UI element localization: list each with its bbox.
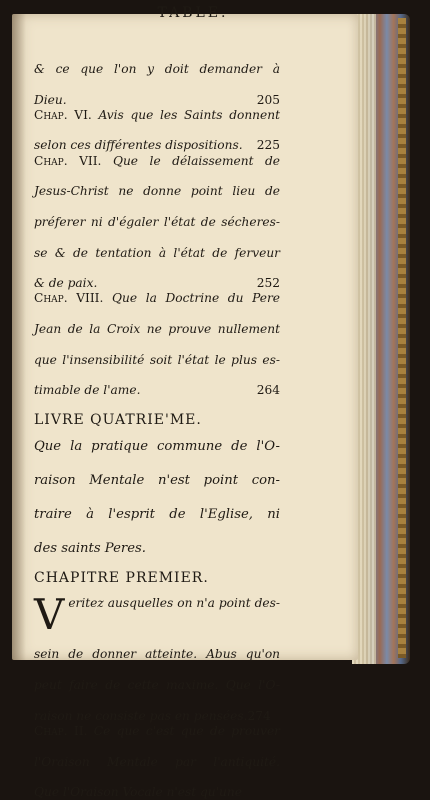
- toc-entry: [34, 724, 280, 800]
- toc-page-number: 252: [256, 276, 280, 291]
- toc-entry: [34, 154, 280, 292]
- intro-line: traire à l'esprit de l'Eglise, ni: [34, 506, 280, 522]
- toc-line: l'Oraison Mentale par l'antiquité.: [34, 754, 280, 769]
- toc-entry: [34, 108, 280, 154]
- toc-line-text: Que le délaissement de: [112, 153, 281, 168]
- chapter-one-summary: [34, 590, 280, 724]
- toc-page-number: 274: [247, 708, 271, 723]
- toc-line: & ce que l'on y doit demander à: [34, 62, 280, 76]
- running-head: TABLE.: [157, 5, 229, 21]
- toc-line-text: Avis que les Saints donnent: [98, 107, 280, 122]
- intro-line: raison Mentale n'est point con-: [34, 472, 280, 488]
- toc-line-text: selon ces différentes dispositions.: [34, 138, 243, 153]
- chapter-label: Chap. VI.: [34, 107, 92, 122]
- gutter-shadow: [12, 14, 26, 660]
- toc-line: Jesus-Christ ne donne point lieu de: [34, 184, 280, 199]
- toc-page-number: 225: [256, 138, 280, 153]
- toc-line: [34, 154, 280, 185]
- toc-line: [34, 383, 280, 398]
- toc-line: se & de tentation à l'état de ferveur: [34, 245, 280, 260]
- toc-line: [34, 724, 280, 755]
- summary-line: [34, 709, 280, 724]
- summary-line-text: raison ne consiste pas en pensées.: [34, 708, 248, 723]
- toc-line-text: Que la Doctrine du Pere: [112, 291, 281, 306]
- toc-line: [34, 108, 280, 139]
- toc-line: [34, 276, 280, 291]
- chapter-label: Chap. VII.: [34, 153, 102, 168]
- summary-line: sein de donner atteinte. Abus qu'on: [34, 647, 280, 662]
- toc-line: Jean de la Croix ne prouve nullement: [34, 322, 280, 337]
- chapter-heading: CHAPITRE PREMIER.: [34, 569, 209, 586]
- toc-line-text: Ce que c'est que de prouver: [93, 723, 280, 738]
- summary-line: peut faire de cette maxime. Que l'O-: [34, 678, 280, 693]
- toc-line-text: timable de l'ame.: [34, 383, 141, 398]
- toc-line-text: & de paix.: [34, 276, 98, 291]
- chapter-label: Chap. VIII.: [34, 291, 104, 306]
- gilt-edge: [398, 18, 406, 658]
- toc-line-text: Dieu.: [34, 92, 67, 107]
- toc-page-number: 264: [256, 383, 280, 398]
- book-heading: LIVRE QUATRIE'ME.: [34, 411, 202, 428]
- toc-line: préferer ni d'égaler l'état de sécheres-: [34, 214, 280, 229]
- toc-entry: [34, 62, 280, 108]
- toc-line: [34, 138, 280, 153]
- toc-line: que l'insensibilité soit l'état le plus es-: [34, 352, 280, 367]
- intro-line: Que la pratique commune de l'O-: [34, 438, 280, 454]
- page-content: [34, 5, 281, 800]
- toc-entry: [34, 291, 280, 398]
- drop-cap: V: [34, 590, 65, 640]
- toc-line: Que l'Oraison Vocale n'est qu'une: [34, 785, 242, 800]
- toc-page-number: 205: [256, 92, 280, 107]
- intro-line: des saints Peres.: [34, 540, 146, 556]
- toc-line: [34, 291, 280, 322]
- toc-line: [34, 93, 280, 108]
- chapter-label: Chap. II.: [34, 723, 88, 738]
- summary-line: eritez ausquelles on n'a point des-: [68, 596, 280, 611]
- book-page: [12, 5, 358, 800]
- book-intro: [34, 438, 280, 557]
